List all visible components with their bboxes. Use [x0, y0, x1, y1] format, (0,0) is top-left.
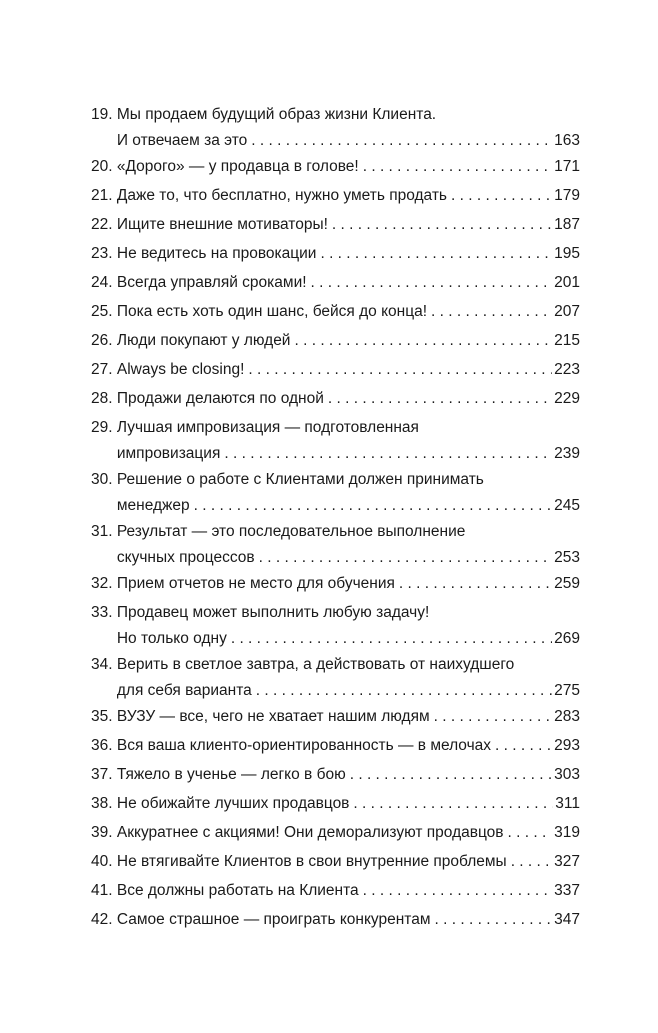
dot-leader: [231, 626, 552, 652]
toc-entry-title: Не обижайте лучших продавцов: [116, 795, 350, 812]
toc-page-number: 293: [554, 737, 580, 754]
dot-leader: [350, 762, 552, 788]
toc-entry-number: 21.: [91, 187, 113, 204]
dot-leader: [451, 183, 552, 209]
toc-entry: [91, 878, 580, 904]
toc-entry-title: ВУЗУ — все, чего не хватает нашим людям: [116, 708, 430, 725]
toc-entry: [91, 519, 580, 571]
toc-entry: [91, 183, 580, 209]
dot-leader: [363, 154, 552, 180]
toc-entry-number: 20.: [91, 158, 113, 175]
toc-entry: [91, 600, 580, 652]
toc-entry-number: 24.: [91, 274, 113, 291]
toc-entry-title: Продавец может выполнить любую задачу!: [116, 604, 430, 621]
toc-entry: [91, 357, 580, 383]
toc-entry-title-continuation: импровизация: [116, 445, 221, 462]
toc-entry-number: 28.: [91, 390, 113, 407]
toc-page-number: 253: [554, 549, 580, 566]
dot-leader: [508, 820, 553, 846]
toc-entry-number: 34.: [91, 656, 113, 673]
toc-entry-number: 33.: [91, 604, 113, 621]
toc-entry: [91, 154, 580, 180]
toc-entry: [91, 571, 580, 597]
toc-page-number: 187: [554, 216, 580, 233]
toc-entry: [91, 820, 580, 846]
toc-entry-number: 30.: [91, 471, 113, 488]
dot-leader: [248, 357, 552, 383]
toc-entry-title: Не ведитесь на провокации: [116, 245, 317, 262]
toc-entry: [91, 467, 580, 519]
toc-page-number: 311: [555, 795, 580, 812]
toc-page-number: 207: [554, 303, 580, 320]
toc-entry-number: 27.: [91, 361, 113, 378]
toc-entry-number: 39.: [91, 824, 113, 841]
dot-leader: [251, 128, 552, 154]
toc-entry-title: Мы продаем будущий образ жизни Клиента.: [116, 106, 437, 123]
dot-leader: [311, 270, 553, 296]
toc-entry-title: Решение о работе с Клиентами должен принимать: [116, 471, 484, 488]
dot-leader: [259, 545, 552, 571]
toc-entry-title: Даже то, что бесплатно, нужно уметь продать: [116, 187, 448, 204]
toc-entry-title: Ищите внешние мотиваторы!: [116, 216, 328, 233]
toc-entry-title-line: [91, 467, 580, 493]
toc-entry: [91, 102, 580, 154]
toc-entry-number: 19.: [91, 106, 113, 123]
toc-entry-number: 29.: [91, 419, 113, 436]
toc-entry-title: Аккуратнее с акциями! Они деморализуют продавцов: [116, 824, 504, 841]
toc-entry: [91, 299, 580, 325]
toc-entry-title: «Дорого» — у продавца в голове!: [116, 158, 359, 175]
dot-leader: [434, 704, 553, 730]
toc-entry-title-line: [91, 415, 580, 441]
toc-page-number: 163: [554, 132, 580, 149]
dot-leader: [320, 241, 552, 267]
toc-entry-title-continuation: И отвечаем за это: [116, 132, 248, 149]
table-of-contents: [91, 102, 580, 936]
toc-page-number: 215: [554, 332, 580, 349]
toc-page-number: 223: [554, 361, 580, 378]
toc-entry-title: Всегда управляй сроками!: [116, 274, 307, 291]
toc-entry-number: 31.: [91, 523, 113, 540]
toc-page-number: 259: [554, 575, 580, 592]
toc-entry-number: 38.: [91, 795, 113, 812]
toc-entry-title-continuation: скучных процессов: [116, 549, 255, 566]
toc-entry-title: Продажи делаются по одной: [116, 390, 324, 407]
toc-entry-number: 41.: [91, 882, 113, 899]
dot-leader: [194, 493, 552, 519]
toc-page-number: 319: [554, 824, 580, 841]
toc-page-number: 275: [554, 682, 580, 699]
toc-page-number: 347: [554, 911, 580, 928]
toc-entry-number: 40.: [91, 853, 113, 870]
toc-page-number: 283: [554, 708, 580, 725]
toc-entry-title: Самое страшное — проиграть конкурентам: [116, 911, 431, 928]
toc-page-number: 303: [554, 766, 580, 783]
toc-entry-number: 42.: [91, 911, 113, 928]
toc-entry-number: 25.: [91, 303, 113, 320]
toc-entry-title-line: [91, 102, 580, 128]
toc-entry-title: Вся ваша клиенто-ориентированность — в мелочах: [116, 737, 492, 754]
dot-leader: [399, 571, 552, 597]
toc-entry-title: Верить в светлое завтра, а действовать от наихудшего: [116, 656, 515, 673]
toc-page-number: 195: [554, 245, 580, 262]
toc-page-number: 239: [554, 445, 580, 462]
toc-entry-title-continuation: для себя варианта: [116, 682, 252, 699]
dot-leader: [363, 878, 552, 904]
toc-page-number: 171: [554, 158, 580, 175]
toc-entry-title-line: [91, 652, 580, 678]
dot-leader: [431, 299, 552, 325]
toc-entry-title-line: [91, 519, 580, 545]
toc-entry: [91, 704, 580, 730]
toc-entry-number: 35.: [91, 708, 113, 725]
toc-entry-title-line: [91, 600, 580, 626]
toc-entry-number: 37.: [91, 766, 113, 783]
dot-leader: [332, 212, 552, 238]
dot-leader: [224, 441, 552, 467]
toc-entry-number: 36.: [91, 737, 113, 754]
toc-page-number: 229: [554, 390, 580, 407]
dot-leader: [495, 733, 552, 759]
toc-entry-title: Прием отчетов не место для обучения: [116, 575, 395, 592]
dot-leader: [328, 386, 552, 412]
dot-leader: [435, 907, 553, 933]
dot-leader: [256, 678, 552, 704]
toc-entry: [91, 415, 580, 467]
toc-entry: [91, 849, 580, 875]
toc-entry-number: 32.: [91, 575, 113, 592]
toc-entry-title-continuation: менеджер: [116, 497, 190, 514]
toc-entry: [91, 328, 580, 354]
toc-entry-title: Не втягивайте Клиентов в свои внутренние проблемы: [116, 853, 507, 870]
toc-page-number: 337: [554, 882, 580, 899]
toc-entry-number: 23.: [91, 245, 113, 262]
toc-entry: [91, 241, 580, 267]
toc-entry-title-continuation: Но только одну: [116, 630, 227, 647]
toc-page-number: 201: [554, 274, 580, 291]
toc-entry: [91, 907, 580, 933]
toc-entry: [91, 270, 580, 296]
dot-leader: [294, 328, 552, 354]
dot-leader: [353, 791, 553, 817]
toc-entry-title: Тяжело в ученье — легко в бою: [116, 766, 346, 783]
toc-page-number: 327: [554, 853, 580, 870]
toc-entry: [91, 212, 580, 238]
toc-page-number: 245: [554, 497, 580, 514]
toc-entry: [91, 386, 580, 412]
toc-entry: [91, 791, 580, 817]
toc-entry-title: Лучшая импровизация — подготовленная: [116, 419, 419, 436]
toc-page-number: 269: [554, 630, 580, 647]
toc-entry-title: Always be closing!: [116, 361, 245, 378]
toc-entry-number: 26.: [91, 332, 113, 349]
toc-entry: [91, 733, 580, 759]
dot-leader: [511, 849, 552, 875]
toc-entry-title: Люди покупают у людей: [116, 332, 291, 349]
toc-entry-title: Все должны работать на Клиента: [116, 882, 359, 899]
toc-entry: [91, 652, 580, 704]
toc-entry-title: Пока есть хоть один шанс, бейся до конца!: [116, 303, 428, 320]
toc-page-number: 179: [554, 187, 580, 204]
toc-entry-title: Результат — это последовательное выполнение: [116, 523, 466, 540]
toc-entry: [91, 762, 580, 788]
toc-entry-number: 22.: [91, 216, 113, 233]
